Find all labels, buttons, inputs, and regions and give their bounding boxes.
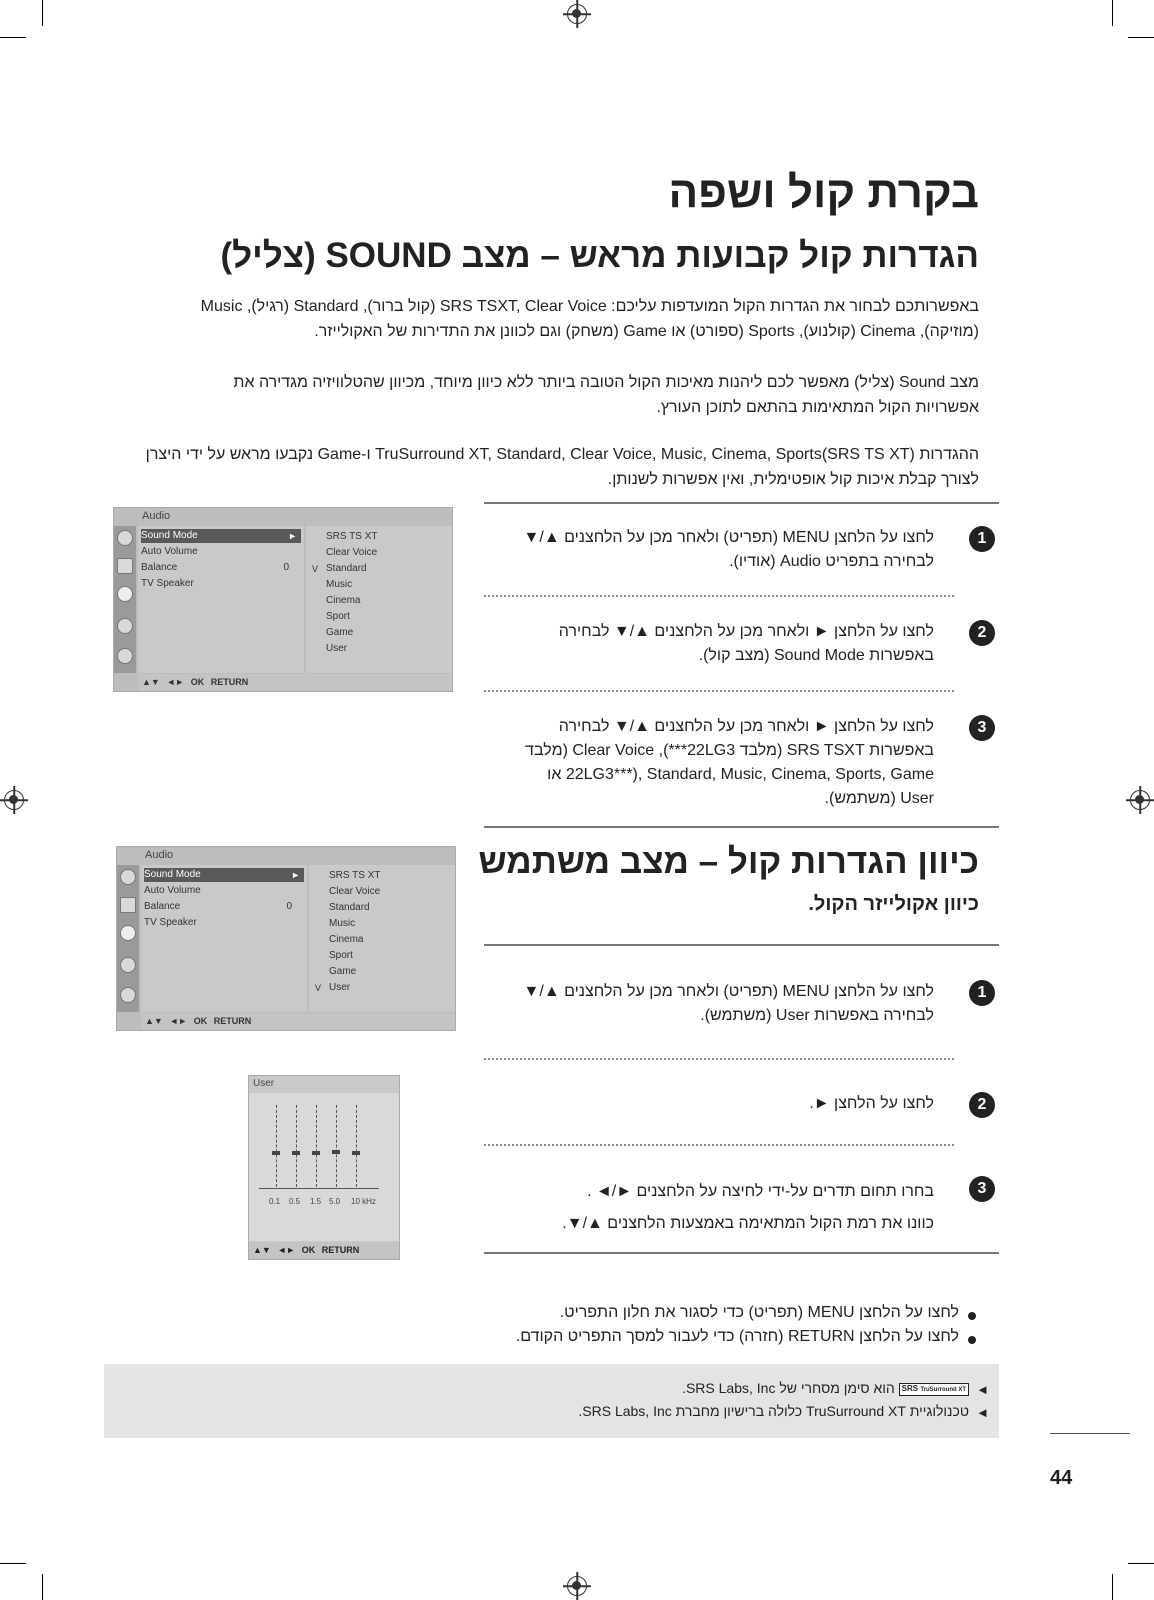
menu-icon-column (117, 865, 139, 1012)
lock-icon (120, 987, 136, 1003)
menu-item-list (141, 865, 307, 1012)
dotted-divider (484, 595, 954, 597)
bullet-return: לחצו על הלחצן RETURN (חזרה) כדי לעבור למסך התפריט הקודם. (515, 1328, 959, 1345)
note-srs-trademark: SRS TruSurround XT הוא סימן מסחרי של SRS Labs, Inc. (682, 1380, 969, 1396)
page-title: בקרת קול ושפה (668, 168, 979, 217)
eq-band-label: 5.0 (329, 1197, 341, 1206)
arrow-right-icon: ► (291, 870, 300, 880)
menu-item-balance[interactable]: Balance 0 (141, 562, 289, 573)
option-clear-voice[interactable]: Clear Voice (329, 886, 381, 897)
page-subtitle: הגדרות קול קבועות מראש – מצב SOUND (צליל) (220, 236, 979, 275)
eq-slider-knob[interactable] (352, 1151, 360, 1155)
eq-band-label: 0.1 (269, 1197, 281, 1206)
option-sport[interactable]: Sport (329, 950, 353, 961)
sound-mode-options (306, 526, 452, 673)
registration-mark-icon (4, 790, 24, 810)
time-icon (120, 957, 136, 973)
registration-mark-icon (1130, 790, 1150, 810)
eq-baseline (259, 1188, 379, 1189)
menu-icon-column (114, 526, 136, 673)
menu-item-balance[interactable]: Balance 0 (144, 901, 292, 912)
registration-mark-icon (567, 4, 587, 24)
option-music[interactable]: Music (326, 579, 353, 590)
menu-item-list (138, 526, 304, 673)
option-clear-voice[interactable]: Clear Voice (326, 547, 378, 558)
arrow-right-icon: ► (288, 531, 297, 541)
triangle-pointer-icon: ◄ (976, 1382, 989, 1397)
sound-mode-options (309, 865, 455, 1012)
eq-slider-knob[interactable] (292, 1151, 300, 1155)
section-title: כיוון הגדרות קול – מצב משתמש (478, 842, 979, 881)
crop-mark (0, 37, 26, 38)
step-a-2: לחצו על הלחצן ► ולאחר מכן על הלחצנים ▲/▼ לבחירה באפשרות Sound Mode (מצב קול). (558, 623, 934, 664)
step-number-3: 3 (969, 715, 995, 741)
crop-mark (1112, 0, 1113, 26)
eq-band-label: 1.5 (310, 1197, 322, 1206)
trademark-notes (104, 1364, 999, 1438)
option-srs-ts-xt[interactable]: SRS TS XT (326, 531, 378, 542)
user-equalizer-screenshot: User 0.1 0.5 1.5 5.0 10 kHz ▲▼ ◄► OK RETURN (248, 1075, 400, 1260)
eq-band-label: 10 kHz (351, 1197, 376, 1206)
intro-paragraph-2: מצב Sound (צליל) מאפשר לכם ליהנות מאיכות הקול הטובה ביותר ללא כיוון מיוחד, מכיוון שהטלוויזיה מגדירה את אפשרויות הקול המתאימות בהתאם לתוכן העורץ. (233, 374, 979, 416)
crop-mark (1128, 1563, 1154, 1564)
menu-footer: ▲▼ ◄► OK RETURN (138, 674, 452, 691)
setup-icon (120, 869, 136, 885)
divider (484, 1252, 999, 1254)
audio-menu-user-screenshot: Audio Sound Mode ► Auto Volume Balance 0 TV Speaker SRS TS XT Clear Voice Standard Music Cinema Sport Game V User ▲▼ ◄► OK RETURN (116, 846, 456, 1031)
check-mark: V (312, 564, 319, 574)
lock-icon (117, 648, 133, 664)
option-game[interactable]: Game (329, 966, 357, 977)
dotted-divider (484, 1058, 954, 1060)
option-cinema[interactable]: Cinema (329, 934, 364, 945)
picture-icon (117, 558, 133, 574)
intro-paragraph-1: באפשרותכם לבחור את הגדרות הקול המועדפות עליכם: SRS TSXT, Clear Voice (קול ברור), Standard (רגיל), Music (מוזיקה), Cinema (קולנוע), Sports (ספורט) או Game (משחק) וגם לכוונן את התדירות של האקולייזר. (200, 298, 979, 340)
dotted-divider (484, 690, 954, 692)
page-number: 44 (1050, 1467, 1073, 1489)
note-srs-license: טכנולוגיית TruSurround XT כלולה ברישיון מחברת SRS Labs, Inc. (578, 1403, 969, 1419)
step-a-1: לחצו על הלחצן MENU (תפריט) ולאחר מכן על הלחצנים ▲/▼ לבחירה בתפריט Audio (אודיו). (523, 529, 934, 570)
picture-icon (120, 897, 136, 913)
option-user[interactable]: User (329, 982, 351, 993)
divider (484, 944, 999, 946)
crop-mark (1112, 1574, 1113, 1600)
option-standard[interactable]: Standard (329, 902, 370, 913)
menu-footer: ▲▼ ◄► OK RETURN (249, 1242, 399, 1259)
option-music[interactable]: Music (329, 918, 356, 929)
section-subtitle: כיוון אקולייזר הקול. (808, 893, 979, 915)
eq-slider-0-5[interactable] (296, 1105, 297, 1187)
intro-paragraph-3: ההגדרות (SRS TS XT)TruSurround XT, Standard, Clear Voice, Music, Cinema, Sports ו-Game נקבעו מראש על ידי היצרן לצורך קבלת איכות קול אופטימלית, ואין אפשרות לשנותן. (145, 446, 979, 488)
crop-mark (0, 1563, 26, 1564)
eq-slider-knob[interactable] (332, 1150, 340, 1154)
audio-icon (120, 925, 136, 941)
crop-mark (1128, 37, 1154, 38)
option-srs-ts-xt[interactable]: SRS TS XT (329, 870, 381, 881)
check-mark: V (315, 983, 322, 993)
option-standard[interactable]: Standard (326, 563, 367, 574)
divider (484, 502, 999, 504)
time-icon (117, 618, 133, 634)
setup-icon (117, 530, 133, 546)
equalizer-panel (249, 1093, 399, 1241)
step-number-2: 2 (969, 620, 995, 646)
audio-icon (117, 586, 133, 602)
eq-slider-1-5[interactable] (316, 1105, 317, 1187)
crop-mark (42, 1574, 43, 1600)
bullet-menu-exit: לחצו על הלחצן MENU (תפריט) כדי לסגור את חלון התפריט. (559, 1304, 959, 1321)
step-b-2: לחצו על הלחצן ►. (809, 1095, 934, 1112)
menu-item-tv-speaker[interactable]: TV Speaker (141, 578, 194, 589)
step-number-1: 1 (969, 980, 995, 1006)
step-number-3: 3 (969, 1176, 995, 1202)
triangle-pointer-icon: ◄ (976, 1405, 989, 1420)
menu-item-auto-volume[interactable]: Auto Volume (144, 885, 201, 896)
eq-slider-5-0[interactable] (336, 1105, 337, 1187)
page-number-rule (1050, 1433, 1130, 1434)
option-sport[interactable]: Sport (326, 611, 350, 622)
bullet-icon (968, 1336, 976, 1344)
step-a-3: לחצו על הלחצן ► ולאחר מכן על הלחצנים ▲/▼ לבחירה באפשרות SRS TSXT (מלבד 22LG3***), Clear Voice (מלבד 22LG3***), Standard, Music, Cinema, Sports, Game או User (משתמש). (525, 718, 934, 807)
eq-slider-10[interactable] (356, 1105, 357, 1187)
menu-item-sound-mode[interactable]: Sound Mode ► (141, 529, 301, 543)
divider (484, 826, 999, 828)
bullet-icon (968, 1312, 976, 1320)
dotted-divider (484, 1144, 954, 1146)
step-number-2: 2 (969, 1092, 995, 1118)
eq-slider-knob[interactable] (272, 1151, 280, 1155)
menu-item-auto-volume[interactable]: Auto Volume (141, 546, 198, 557)
registration-mark-icon (567, 1576, 587, 1596)
crop-mark (42, 0, 43, 26)
eq-band-label: 0.5 (289, 1197, 301, 1206)
step-number-1: 1 (969, 526, 995, 552)
option-user[interactable]: User (326, 643, 348, 654)
menu-item-tv-speaker[interactable]: TV Speaker (144, 917, 197, 928)
menu-footer: ▲▼ ◄► OK RETURN (141, 1013, 455, 1030)
eq-slider-knob[interactable] (312, 1151, 320, 1155)
step-b-3: בחרו תחום תדרים על-ידי לחיצה על הלחצנים ►/◄ . כוונו את רמת הקול המתאימה באמצעות הלחצנים ▲/▼. (562, 1183, 934, 1232)
option-cinema[interactable]: Cinema (326, 595, 361, 606)
step-b-1: לחצו על הלחצן MENU (תפריט) ולאחר מכן על הלחצנים ▲/▼ לבחירה באפשרות User (משתמש). (523, 983, 934, 1024)
srs-logo: SRS TruSurround XT (899, 1383, 969, 1396)
audio-menu-screenshot: Audio Sound Mode ► Auto Volume Balance 0 TV Speaker SRS TS XT Clear Voice V Standard Music Cinema Sport Game User ▲▼ ◄► OK RETURN (113, 507, 453, 692)
menu-item-sound-mode[interactable]: Sound Mode ► (144, 868, 304, 882)
option-game[interactable]: Game (326, 627, 354, 638)
eq-slider-0-1[interactable] (276, 1105, 277, 1187)
